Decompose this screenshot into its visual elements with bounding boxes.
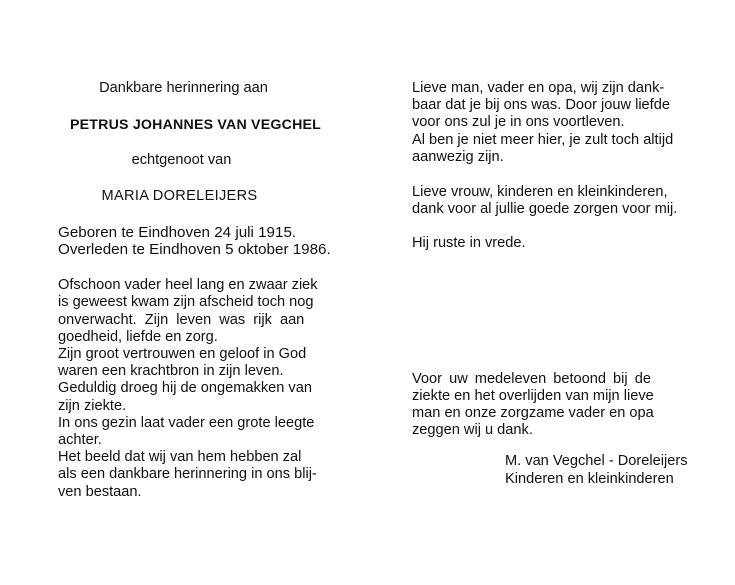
farewell-line: baar dat je bij ons was. Door jouw liefde — [412, 97, 670, 114]
eulogy-line: Ofschoon vader heel lang en zwaar ziek — [58, 277, 318, 294]
eulogy-line: waren een krachtbron in zijn leven. — [58, 363, 284, 380]
farewell-paragraph — [412, 80, 710, 166]
heading: Dankbare herinnering aan — [99, 80, 268, 96]
eulogy-paragraph — [58, 277, 333, 501]
deceased-name: PETRUS JOHANNES VAN VEGCHEL — [69, 117, 322, 134]
acknowledgement-line: Voor uw medeleven betoond bij de — [412, 370, 651, 387]
eulogy-line: onverwacht. Zijn leven was rijk aan — [58, 311, 305, 328]
farewell-line: Lieve man, vader en opa, wij zijn dank- — [412, 80, 665, 96]
eulogy-line: als een dankbare herinnering in ons blij- — [58, 466, 317, 483]
acknowledgement-line: man en onze zorgzame vader en opa — [412, 405, 654, 422]
right-column — [412, 80, 710, 488]
spouse-name: MARIA DORELEIJERS — [101, 187, 258, 204]
eulogy-line: goedheid, liefde en zorg. — [58, 328, 218, 345]
farewell-line: Al ben je niet meer hier, je zult toch altijd — [412, 131, 674, 148]
thanks-family-paragraph — [412, 184, 710, 218]
rest-in-peace: Hij ruste in vrede. — [412, 235, 526, 252]
signature-line: Kinderen en kleinkinderen — [505, 470, 674, 487]
signature-block — [412, 453, 710, 487]
eulogy-line: Het beeld dat wij van hem hebben zal — [58, 449, 302, 466]
eulogy-line: In ons gezin laat vader een grote leegte — [58, 414, 315, 431]
thanks-family-line: dank voor al jullie goede zorgen voor mij. — [412, 201, 678, 218]
relation-text: echtgenoot van — [131, 152, 232, 169]
farewell-line: voor ons zul je in ons voortleven. — [412, 114, 625, 131]
eulogy-line: is geweest kwam zijn afscheid toch nog — [58, 294, 314, 311]
farewell-line: aanwezig zijn. — [412, 148, 504, 165]
signature-line: M. van Vegchel - Doreleijers — [505, 453, 688, 470]
acknowledgement-line: ziekte en het overlijden van mijn lieve — [412, 387, 654, 404]
eulogy-line: Zijn groot vertrouwen en geloof in God — [58, 346, 307, 363]
birth-line: Geboren te Eindhoven 24 juli 1915. — [58, 223, 297, 241]
eulogy-line: zijn ziekte. — [58, 397, 127, 414]
acknowledgement-line: zeggen wij u dank. — [412, 422, 533, 439]
eulogy-line: Geduldig droeg hij de ongemakken van — [58, 380, 312, 397]
left-column — [58, 80, 333, 501]
acknowledgement-paragraph — [412, 371, 710, 440]
death-line: Overleden te Eindhoven 5 oktober 1986. — [58, 241, 331, 259]
eulogy-line: achter. — [58, 432, 102, 449]
thanks-family-line: Lieve vrouw, kinderen en kleinkinderen, — [412, 184, 668, 201]
eulogy-line: ven bestaan. — [58, 483, 142, 500]
